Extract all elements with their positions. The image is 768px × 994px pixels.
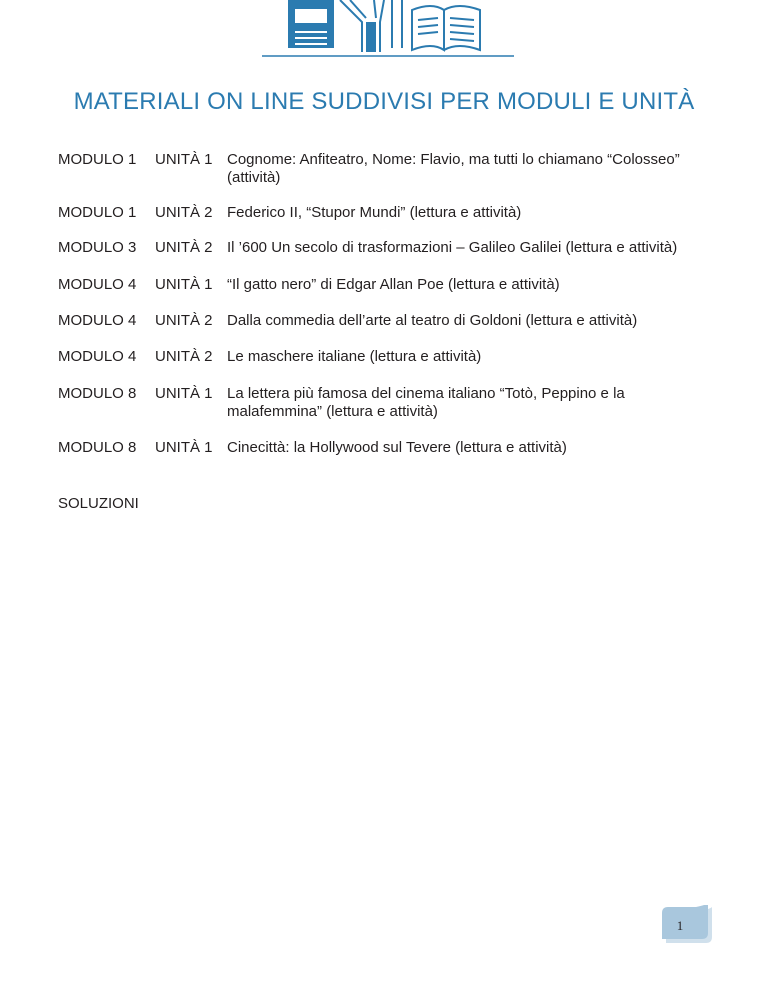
module-label: MODULO 3 — [58, 239, 137, 256]
item-description: La lettera più famosa del cinema italiano “Totò, Peppino e la malafemmina” (lettura e attività) — [227, 385, 625, 420]
unit-label: UNITÀ 2 — [155, 204, 213, 221]
list-item — [58, 385, 738, 439]
unit-label: UNITÀ 1 — [155, 151, 213, 168]
module-label: MODULO 4 — [58, 312, 137, 329]
list-item — [58, 204, 738, 239]
item-description: Dalla commedia dell’arte al teatro di Goldoni (lettura e attività) — [227, 312, 638, 329]
module-label: MODULO 1 — [58, 204, 137, 221]
item-description: Cognome: Anfiteatro, Nome: Flavio, ma tutti lo chiamano “Colosseo” (attività) — [227, 151, 680, 186]
unit-label: UNITÀ 2 — [155, 348, 213, 365]
module-label: MODULO 4 — [58, 276, 137, 293]
module-label: MODULO 8 — [58, 385, 137, 402]
list-item — [58, 239, 738, 276]
module-label: MODULO 4 — [58, 348, 137, 365]
books-illustration-icon — [262, 0, 514, 60]
list-item — [58, 276, 738, 312]
list-item — [58, 151, 738, 204]
list-item — [58, 312, 738, 348]
item-description: Cinecittà: la Hollywood sul Tevere (lettura e attività) — [227, 439, 567, 456]
list-item — [58, 348, 738, 385]
unit-label: UNITÀ 1 — [155, 276, 213, 293]
unit-label: UNITÀ 1 — [155, 385, 213, 402]
materials-list — [58, 151, 738, 475]
module-label: MODULO 1 — [58, 151, 137, 168]
page-title: MATERIALI ON LINE SUDDIVISI PER MODULI E UNITÀ — [73, 88, 695, 115]
item-description: Federico II, “Stupor Mundi” (lettura e attività) — [227, 204, 522, 221]
item-description: “Il gatto nero” di Edgar Allan Poe (lettura e attività) — [227, 276, 560, 293]
unit-label: UNITÀ 2 — [155, 312, 213, 329]
module-label: MODULO 8 — [58, 439, 137, 456]
unit-label: UNITÀ 2 — [155, 239, 213, 256]
item-description: Le maschere italiane (lettura e attività) — [227, 348, 482, 365]
list-item — [58, 439, 738, 475]
solutions-heading: SOLUZIONI — [58, 495, 139, 512]
item-description: Il ’600 Un secolo di trasformazioni – Galileo Galilei (lettura e attività) — [227, 239, 678, 256]
page-number: 1 — [676, 918, 684, 933]
unit-label: UNITÀ 1 — [155, 439, 213, 456]
